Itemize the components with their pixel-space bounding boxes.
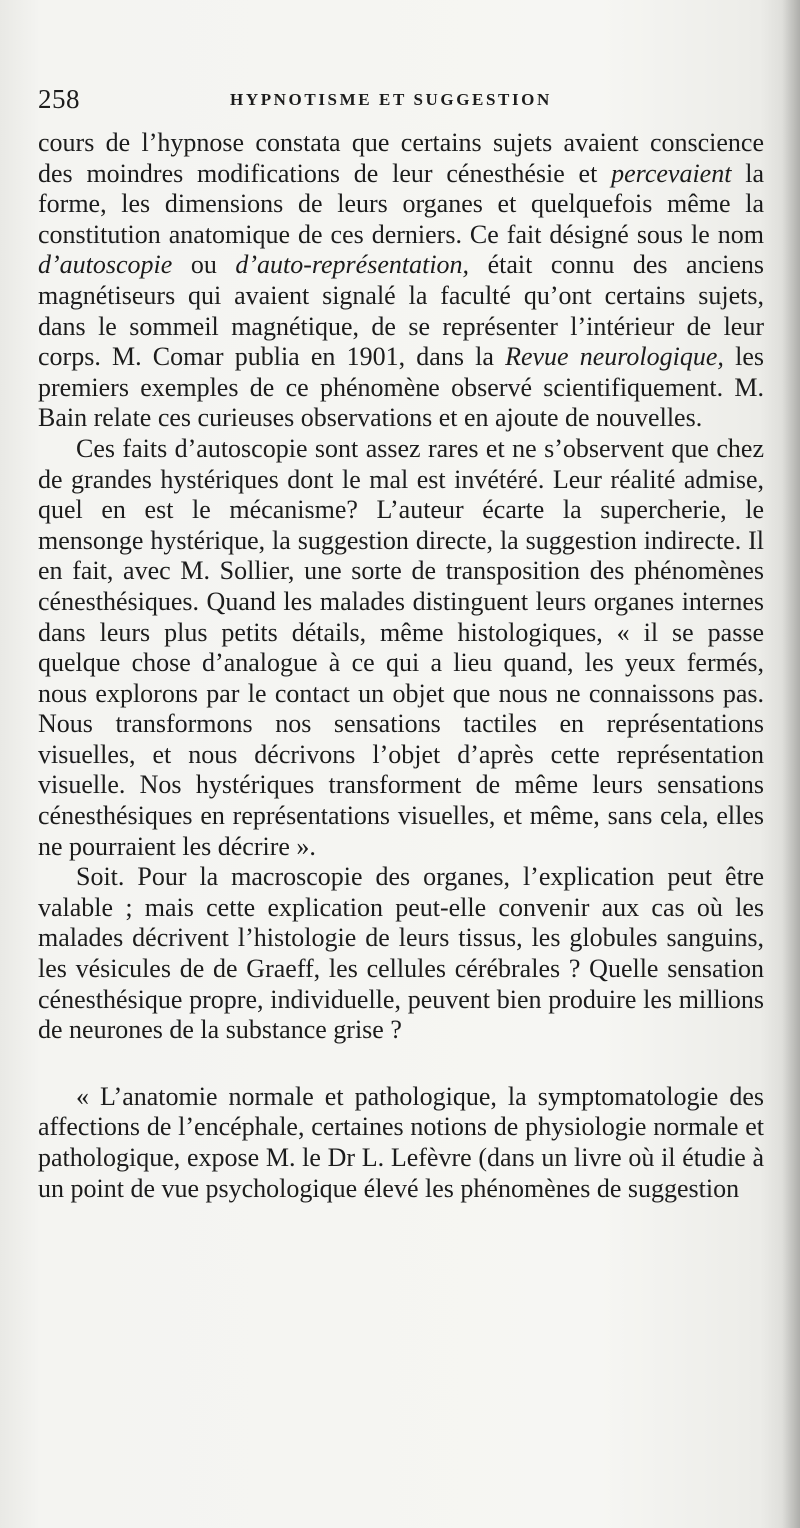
paragraph-1-text-c: ou — [172, 250, 236, 280]
page-header — [38, 84, 758, 116]
paragraph-4-quote: « L’anatomie normale et pathologique, la symptomatologie des affections de l’encéphale, certaines notions de physiologie normale et pathologique, expose M. le Dr L. Lefèvre (dans un livre où il étudie à un point de vue psychologique élevé les phénomènes de suggestion — [38, 1081, 764, 1203]
page-number: 258 — [38, 84, 80, 114]
paragraph-1 — [38, 128, 764, 434]
paragraph-1-italic-c: d’auto-représentation, — [235, 250, 470, 280]
paragraph-1-italic-d: Revue neurologique, — [505, 342, 724, 372]
paragraph-1-italic-a: percevaient — [611, 158, 732, 188]
paragraph-1-text-d: était connu des anciens magnétiseurs qui avaient signalé la faculté qu’ont certains sujets, dans le sommeil magnétique, de se représenter l’intérieur de leur corps. M. Comar publia en 1901, dans la — [38, 250, 764, 372]
paragraph-3: Soit. Pour la macroscopie des organes, l’explication peut être valable ; mais cette explication peut-elle convenir aux cas où les malades décrivent l’histologie de leurs tissus, les globules sanguins, les vésicules de de Graeff, les cellules cérébrales ? Quelle sensation cénesthésique propre, individuelle, peuvent bien produire les millions de neurones de la substance grise ? — [38, 862, 764, 1045]
running-title: HYPNOTISME ET SUGGESTION — [230, 90, 552, 109]
paragraph-1-text-e: les premiers exemples de ce phénomène observé scientifiquement. M. Bain relate ces curieuses observations et en ajoute de nouvelles. — [38, 342, 764, 433]
page-edge-shadow — [782, 0, 800, 1528]
body-text — [38, 128, 764, 1204]
paragraph-1-text-a: cours de l’hypnose constata que certains sujets avaient conscience des moindres modifications de leur cénesthésie et — [38, 128, 764, 188]
paragraph-2: Ces faits d’autoscopie sont assez rares et ne s’observent que chez de grandes hystériques dont le mal est invétéré. Leur réalité admise, quel en est le mécanisme? L’auteur écarte la supercherie, le mensonge hystérique, la suggestion directe, la suggestion indirecte. Il en fait, avec M. Sollier, une sorte de transposition des phénomènes cénesthésiques. Quand les malades distinguent leurs organes internes dans leurs plus petits détails, même histologiques, « il se passe quelque chose d’analogue à ce qui a lieu quand, les yeux fermés, nous explorons par le contact un objet que nous ne connaissons pas. Nous transformons nos sensations tactiles en représentations visuelles, et nous décrivons l’objet d’après cette représentation visuelle. Nos hystériques transforment de même leurs sensations cénesthésiques en représentations visuelles, et même, sans cela, elles ne pourraient les décrire ». — [38, 433, 764, 861]
paragraph-1-italic-b: d’autoscopie — [38, 250, 173, 280]
paragraph-1-text-b: la forme, les dimensions de leurs organes et quelquefois même la constitution anatomique de ces derniers. Ce fait désigné sous le nom — [38, 158, 765, 249]
